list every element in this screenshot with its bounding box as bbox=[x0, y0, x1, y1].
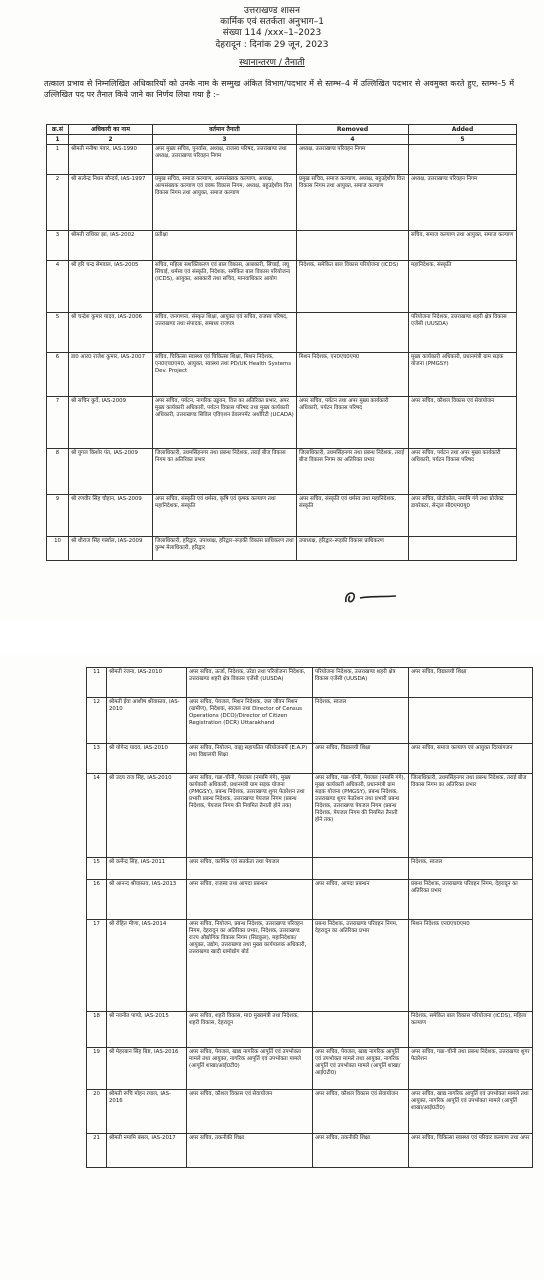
officer-name-cell: श्री चन्द्रेश कुमार यादव, IAS-2006 bbox=[69, 313, 153, 353]
serial-cell: 4 bbox=[47, 261, 69, 313]
serial-cell: 10 bbox=[47, 537, 69, 561]
removed-cell bbox=[313, 858, 409, 880]
added-cell: अपर सचिव, विद्यालयी शिक्षा bbox=[409, 668, 533, 698]
removed-cell: अपर सचिव, संस्कृति एवं धर्मस्व तथा महानिदेशक, संस्कृति bbox=[297, 495, 409, 537]
serial-cell: 12 bbox=[87, 698, 107, 744]
removed-cell: निदेशक, समेकित बाल विकास परियोजना (ICDS) bbox=[297, 261, 409, 313]
serial-cell: 15 bbox=[87, 858, 107, 880]
table-row bbox=[87, 774, 533, 858]
added-cell: परियोजना निदेशक, उत्तराखण्ड शहरी क्षेत्र विकास एजेंसी (UUSDA) bbox=[409, 313, 517, 353]
added-cell: सचिव, समाज कल्याण तथा आयुक्त, समाज कल्याण bbox=[409, 231, 517, 261]
table-row bbox=[47, 353, 517, 397]
current-posting-cell: अपर सचिव, शहरी विकास, मा0 मुख्यमंत्री तथा निदेशक, शहरी विकास, देहरादून bbox=[187, 1012, 313, 1048]
serial-cell: 11 bbox=[87, 668, 107, 698]
added-cell: अपर सचिव, प्रोटोकॉल, नमामि गंगे तथा प्रोजेक्ट डायरेक्टर, सेन्ट्रल सी0एम0यू0 bbox=[409, 495, 517, 537]
serial-cell: 9 bbox=[47, 495, 69, 537]
added-cell: निदेशक, स्वजल bbox=[409, 858, 533, 880]
col-number: 1 bbox=[47, 135, 69, 145]
officer-name-cell: श्रीमती मनीषा पंवार, IAS-1990 bbox=[69, 145, 153, 175]
table-row bbox=[87, 1090, 533, 1134]
added-cell: अपर सचिव, समाज कल्याण एवं आयुक्त दिव्यांगजन bbox=[409, 744, 533, 774]
current-posting-cell: जिलाधिकारी, उधमसिंहनगर तथा प्रबन्ध निदेशक, तराई बीज विकास निगम का अतिरिक्त प्रभार bbox=[153, 449, 297, 495]
col-number: 3 bbox=[153, 135, 297, 145]
col-number: 4 bbox=[297, 135, 409, 145]
current-posting-cell: अपर सचिव, नियोजन, प्रबन्ध निदेशक, उत्तराखण्ड परिवहन निगम, देहरादून का अतिरिक्त प्रभार, निदेशक, उत्तराखण्ड राज्य औद्योगिक विकास निगम (सिडकुल), महानिदेशक/आयुक्त, उद्योग, उत्तराखण्ड तथा मुख्य कार्यपालक अधिकारी, उत्तराखण्ड खादी ग्रामोद्योग बोर्ड bbox=[187, 920, 313, 1012]
current-posting-cell: अपर मुख्य सचिव, पुनर्वास, अध्यक्ष, राजस्व परिषद, उत्तराखण्ड तथा अध्यक्ष, उत्तराखण्ड परिवहन निगम bbox=[153, 145, 297, 175]
officer-name-cell: श्री सत्येन्द्र निधन सौन्दर्य, IAS-1997 bbox=[69, 175, 153, 231]
table-row bbox=[47, 231, 517, 261]
current-posting-cell: अपर सचिव, नियोजन, वाह्य सहायतित परियोजनायें (E.A.P) तथा विद्यालयी शिक्षा bbox=[187, 744, 313, 774]
intro-paragraph: तत्काल प्रभाव से निम्नलिखित अधिकारियों को उनके नाम के सम्मुख अंकित विभाग/पदभार में से स्तम्भ–4 में उल्लिखित पदभार से अवमुक्त करते हुए, स्तम्भ–5 में उल्लिखित पद पर तैनात किये जाने का निर्णय लिया गया है :– bbox=[44, 79, 514, 99]
officer-name-cell: श्री मेहरबान सिंह बिष्ट, IAS-2016 bbox=[107, 1048, 187, 1090]
current-posting-cell: अपर सचिव, पेयजल, खाद्य नागरिक आपूर्ति एवं उपभोक्ता मामले तथा आयुक्त, नागरिक आपूर्ति एवं उपभोक्ता मामले (आपूर्ति शाखा/आई0टी0) bbox=[187, 1048, 313, 1090]
removed-cell: निदेशक, स्वजल bbox=[313, 698, 409, 744]
officer-name-cell: श्रीमती रूचि मोहन रयाल, IAS-2016 bbox=[107, 1090, 187, 1134]
current-posting-cell: अपर सचिव, तकनीकी शिक्षा bbox=[187, 1134, 313, 1168]
serial-cell: 18 bbox=[87, 1012, 107, 1048]
table-row bbox=[87, 668, 533, 698]
serial-cell: 19 bbox=[87, 1048, 107, 1090]
signature-mark bbox=[340, 584, 400, 610]
current-posting-cell: अपर सचिव, कार्मिक एवं सतर्कता तथा पेयजल bbox=[187, 858, 313, 880]
removed-cell bbox=[297, 313, 409, 353]
removed-cell: अपर सचिव, विद्यालयी शिक्षा bbox=[313, 744, 409, 774]
table-row bbox=[87, 858, 533, 880]
document-page-1 bbox=[0, 0, 544, 620]
subject: स्थानान्तरण / तैनाती bbox=[239, 58, 305, 68]
officer-name-cell: श्रीमती नमामि बंसल, IAS-2017 bbox=[107, 1134, 187, 1168]
current-posting-cell: सचिव, महिला सशक्तिकरण एवं बाल विकास, आबकारी, सिंचाई, लघु सिंचाई, धर्मस्व एवं संस्कृति, निदेशक, समेकित बाल विकास परियोजना (ICDS), आयुक्त, आबकारी तथा सचिव, मानवाधिकार आयोग bbox=[153, 261, 297, 313]
department: कार्मिक एवं सतर्कता अनुभाग–1 bbox=[220, 17, 324, 27]
added-cell bbox=[409, 537, 517, 561]
table-row bbox=[47, 313, 517, 353]
table-row bbox=[87, 1012, 533, 1048]
table-row bbox=[47, 495, 517, 537]
removed-cell: अपर सचिव, गन्ना–चीनी, पेयजल (नमामि गंगे), मुख्य कार्यकारी अधिकारी, प्रधानमंत्री ग्राम सड़क योजना (PMGSY), प्रबन्ध निदेशक, उत्तराखण्ड शुगर फेडरेशन तथा प्रभारी प्रबन्ध निदेशक, उत्तराखण्ड पेयजल निगम (प्रबन्ध निदेशक, पेयजल निगम की नियमित तैनाती होने तक) bbox=[313, 774, 409, 858]
table-row bbox=[87, 744, 533, 774]
table-row bbox=[87, 1134, 533, 1168]
serial-cell: 5 bbox=[47, 313, 69, 353]
removed-cell: अपर सचिव, आपदा प्रबन्धन bbox=[313, 880, 409, 920]
serial-cell: 2 bbox=[47, 175, 69, 231]
added-cell: अपर सचिव, खाद्य नागरिक आपूर्ति एवं उपभोक्ता मामले तथा आयुक्त, नागरिक आपूर्ति एवं उपभोक्ता मामले (आपूर्ति शाखा/आई0टी0) bbox=[409, 1090, 533, 1134]
officer-name-cell: श्री सचिन कुर्वे, IAS-2009 bbox=[69, 397, 153, 449]
table-row bbox=[47, 175, 517, 231]
col-header-serial: क्र.सं bbox=[47, 125, 69, 135]
table-row bbox=[47, 145, 517, 175]
removed-cell: प्रमुख सचिव, समाज कल्याण, अध्यक्ष, बहुउद्देशीय वित्त विकास निगम तथा आयुक्त, समाज कल्याण bbox=[297, 175, 409, 231]
col-number: 2 bbox=[69, 135, 153, 145]
table-row bbox=[87, 1048, 533, 1090]
table-row bbox=[87, 920, 533, 1012]
removed-cell: अध्यक्ष, उत्तराखण्ड परिवहन निगम bbox=[297, 145, 409, 175]
removed-cell bbox=[297, 231, 409, 261]
officer-name-cell: श्री हरि चन्द्र सेमवाल, IAS-2005 bbox=[69, 261, 153, 313]
added-cell bbox=[409, 145, 517, 175]
current-posting-cell: अपर सचिव, राजस्व तथा आपदा प्रबन्धन bbox=[187, 880, 313, 920]
officer-name-cell: श्रीमती रंजना, IAS-2010 bbox=[107, 668, 187, 698]
removed-cell: प्रबन्ध निदेशक, उत्तराखण्ड परिवहन निगम, देहरादून का अतिरिक्त प्रभार bbox=[313, 920, 409, 1012]
removed-cell: अपर सचिव, पेयजल, खाद्य नागरिक आपूर्ति एवं उपभोक्ता मामले तथा आयुक्त, नागरिक आपूर्ति एवं उपभोक्ता मामले (आपूर्ति शाखा/आई0टी0) bbox=[313, 1048, 409, 1090]
col-header-added: Added bbox=[409, 125, 517, 135]
current-posting-cell: सचिव, चिकित्सा स्वास्थ्य एवं चिकित्सा शिक्षा, मिशन निदेशक, एन0एच0एम0, आयुक्त, स्वास्थ्य तथा PD/UK Health Systems Dev. Project bbox=[153, 353, 297, 397]
added-cell: अपर सचिव, पर्यटन तथा अपर मुख्य कार्यकारी अधिकारी, पर्यटन विकास परिषद bbox=[409, 449, 517, 495]
col-header-current: वर्तमान तैनाती bbox=[153, 125, 297, 135]
col-header-removed: Removed bbox=[297, 125, 409, 135]
added-cell: अध्यक्ष, उत्तराखण्ड परिवहन निगम bbox=[409, 175, 517, 231]
added-cell: जिलाधिकारी, उधमसिंहनगर तथा प्रबन्ध निदेशक, तराई बीज विकास निगम का अतिरिक्त प्रभार bbox=[409, 774, 533, 858]
current-posting-cell: सचिव, जनगणना, संस्कृत शिक्षा, आयुक्त एवं सचिव, राजस्व परिषद, उत्तराखण्ड तथा संपादक, सम्बध्य राजपत्र bbox=[153, 313, 297, 353]
added-cell: मुख्य कार्यकारी अधिकारी, प्रधानमंत्री ग्राम सड़क योजना (PMGSY) bbox=[409, 353, 517, 397]
table-row bbox=[47, 261, 517, 313]
officer-name-cell: श्रीमती राधिका झा, IAS-2002 bbox=[69, 231, 153, 261]
officer-name-cell: श्री रोहित मीणा, IAS-2014 bbox=[107, 920, 187, 1012]
transfer-table-2 bbox=[86, 667, 533, 1168]
serial-cell: 21 bbox=[87, 1134, 107, 1168]
table-row bbox=[47, 537, 517, 561]
serial-cell: 6 bbox=[47, 353, 69, 397]
officer-name-cell: श्री कर्मेन्द्र सिंह, IAS-2011 bbox=[107, 858, 187, 880]
table-row bbox=[87, 880, 533, 920]
removed-cell: अपर सचिव, कौशल विकास एवं सेवायोजन bbox=[313, 1090, 409, 1134]
transfer-table-1 bbox=[46, 124, 517, 561]
col-number: 5 bbox=[409, 135, 517, 145]
current-posting-cell: प्रतीक्षा bbox=[153, 231, 297, 261]
current-posting-cell: अपर सचिव, संस्कृति एवं धर्मस्व, कृषि एवं कृषक कल्याण तथा महानिदेशक, संस्कृति bbox=[153, 495, 297, 537]
removed-cell bbox=[313, 1012, 409, 1048]
order-date: देहरादून : दिनांक 29 जून, 2023 bbox=[215, 40, 329, 50]
current-posting-cell: प्रमुख सचिव, समाज कल्याण, अल्पसंख्यक कल्याण, अध्यक्ष, अल्पसंख्यक कल्याण एवं वक्फ विकास निगम, अध्यक्ष, बहुउद्देशीय वित्त विकास निगम तथा आयुक्त, समाज कल्याण bbox=[153, 175, 297, 231]
added-cell: अपर सचिव, चिकित्सा स्वास्थ्य एवं परिवार कल्याण तथा अपर bbox=[409, 1134, 533, 1168]
govt-title: उत्तराखण्ड शासन bbox=[243, 6, 300, 16]
page-gap bbox=[0, 620, 544, 655]
serial-cell: 17 bbox=[87, 920, 107, 1012]
serial-cell: 1 bbox=[47, 145, 69, 175]
removed-cell: अपर सचिव, पर्यटन तथा अपर मुख्य कार्यकारी अधिकारी, पर्यटन विकास परिषद bbox=[297, 397, 409, 449]
officer-name-cell: श्री धीराज सिंह गर्ब्याल, IAS-2009 bbox=[69, 537, 153, 561]
serial-cell: 14 bbox=[87, 774, 107, 858]
added-cell: मिशन निदेशक एन0एच0एम0 bbox=[409, 920, 533, 1012]
officer-name-cell: श्री युगल किशोर पंत, IAS-2009 bbox=[69, 449, 153, 495]
serial-cell: 3 bbox=[47, 231, 69, 261]
serial-cell: 8 bbox=[47, 449, 69, 495]
removed-cell: जिलाधिकारी, उधमसिंहनगर तथा प्रबन्ध निदेशक, तराई बीज विकास निगम का अतिरिक्त प्रभार bbox=[297, 449, 409, 495]
current-posting-cell: अपर सचिव, ऊर्जा, निदेशक, उरेडा तथा परियोजना निदेशक, उत्तराखण्ड शहरी क्षेत्र विकास एजेंसी (UUSDA) bbox=[187, 668, 313, 698]
added-cell: प्रबन्ध निदेशक, उत्तराखण्ड परिवहन निगम, देहरादून का अतिरिक्त प्रभार bbox=[409, 880, 533, 920]
current-posting-cell: अपर सचिव, गन्ना–चीनी, पेयजल (नमामि गंगे), मुख्य कार्यकारी अधिकारी, प्रधानमंत्री ग्राम सड़क योजना (PMGSY), प्रबन्ध निदेशक, उत्तराखण्ड शुगर फेडरेशन तथा प्रभारी प्रबन्ध निदेशक, उत्तराखण्ड पेयजल निगम (प्रबन्ध निदेशक, पेयजल निगम की नियमित तैनाती होने तक) bbox=[187, 774, 313, 858]
order-number: संख्या 114 /xxx–1–2023 bbox=[222, 28, 322, 38]
removed-cell: उपाध्यक्ष, हरिद्वार–रूड़की विकास प्राधिकरण bbox=[297, 537, 409, 561]
current-posting-cell: जिलाधिकारी, हरिद्वार, उपाध्यक्ष, हरिद्वार–रूड़की विकास प्राधिकरण तथा कुम्भ मेलाधिकारी, हरिद्वार bbox=[153, 537, 297, 561]
current-posting-cell: अपर सचिव, कौशल विकास एवं सेवायोजन bbox=[187, 1090, 313, 1134]
serial-cell: 20 bbox=[87, 1090, 107, 1134]
serial-cell: 13 bbox=[87, 744, 107, 774]
officer-name-cell: श्री रणवीर सिंह चौहान, IAS-2009 bbox=[69, 495, 153, 537]
current-posting-cell: अपर सचिव, पेयजल, मिशन निदेशक, जल जीवन मिशन (ग्रामीण), निदेशक, स्वजल तथा Director of Census Operations (DCO)/Director of Citizen Registration (DCR) Uttarakhand bbox=[187, 698, 313, 744]
officer-name-cell: श्री नवनीत पाण्डे, IAS-2015 bbox=[107, 1012, 187, 1048]
table-row bbox=[47, 397, 517, 449]
added-cell: महानिदेशक, संस्कृति bbox=[409, 261, 517, 313]
added-cell: अपर सचिव, गन्ना–चीनी तथा प्रबन्ध निदेशक, उत्तराखण्ड शुगर फेडरेशन bbox=[409, 1048, 533, 1090]
added-cell: निदेशक, समेकित बाल विकास परियोजना (ICDS), महिला कल्याण bbox=[409, 1012, 533, 1048]
officer-name-cell: डा0 आर0 राजेश कुमार, IAS-2007 bbox=[69, 353, 153, 397]
removed-cell: मिशन निदेशक, एन0एच0एम0 bbox=[297, 353, 409, 397]
col-header-name: अधिकारी का नाम bbox=[69, 125, 153, 135]
document-page-2 bbox=[0, 655, 544, 1280]
added-cell bbox=[409, 698, 533, 744]
officer-name-cell: श्रीमती ईवा आशीष श्रीवास्तव, IAS-2010 bbox=[107, 698, 187, 744]
table-row bbox=[87, 698, 533, 744]
added-cell: अपर सचिव, कौशल विकास एवं सेवायोजन bbox=[409, 397, 517, 449]
officer-name-cell: श्री आनन्द श्रीवास्तव, IAS-2013 bbox=[107, 880, 187, 920]
table-row bbox=[47, 449, 517, 495]
serial-cell: 7 bbox=[47, 397, 69, 449]
removed-cell: अपर सचिव, तकनीकी शिक्षा bbox=[313, 1134, 409, 1168]
serial-cell: 16 bbox=[87, 880, 107, 920]
officer-name-cell: श्री उदय राज सिंह, IAS-2010 bbox=[107, 774, 187, 858]
removed-cell: परियोजना निदेशक, उत्तराखण्ड शहरी क्षेत्र विकास एजेंसी (UUSDA) bbox=[313, 668, 409, 698]
current-posting-cell: अपर सचिव, पर्यटन, नागरिक उड्डयन, वित्त का अतिरिक्त प्रभार, अपर मुख्य कार्यकारी अधिकारी, पर्यटन विकास परिषद तथा मुख्य कार्यकारी अधिकारी, उत्तराखण्ड सिविल एविएशन डेवलपमेंट अथॉरिटी (UCADA) bbox=[153, 397, 297, 449]
officer-name-cell: श्री योगेन्द्र यादव, IAS-2010 bbox=[107, 744, 187, 774]
